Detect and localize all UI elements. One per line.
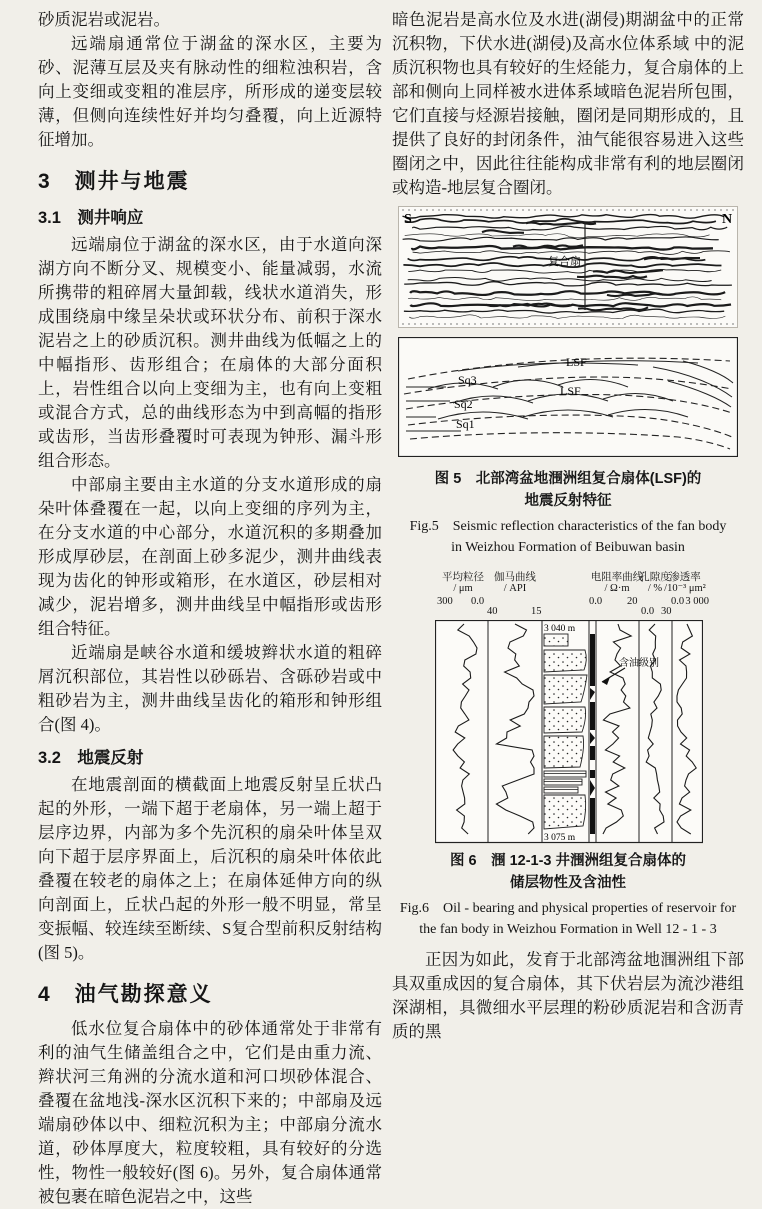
right-column [392, 0, 744, 1044]
fig5-caption-cn-line2: 地震反射特征 [524, 493, 612, 509]
header-grain-size-unit: / μm [453, 583, 473, 594]
scale-grain-right: 0.0 [471, 596, 485, 607]
paragraph-seismic-reflection: 在地震剖面的横截面上地震反射呈丘状凸起的外形，一端下超于老扇体，另一端上超于层序边界，内部为多个先沉积的扇朵叶体呈双向下超于层序界面上，后沉积的扇朵叶体依此叠覆在较老的扇体之上；在扇体延伸方向的纵向剖面上，丘状凸起的外形一般不明显，常呈变振幅、较连续至断续、S复合型前积反射结构(图 5)。 [38, 775, 382, 962]
label-lsf-lower: LSF [560, 384, 581, 398]
figure5-interpretation-panel [398, 337, 738, 457]
scale-res-right: 20 [627, 596, 638, 607]
fig5-caption-en-line1: Fig.5 Seismic reflection characteristics of the fan body [409, 519, 727, 534]
paragraph-dark-mudstone: 暗色泥岩是高水位及水进(湖侵)期湖盆中的正常沉积物，下伏水进(湖侵)及高水位体系域 中的泥质沉积物也具有较好的生烃能力，复合扇体的上部和侧向上同样被水进体系域暗色泥岩所包围，它们直接与烃源岩接触，圈闭是同期形成的，且提供了良好的封闭条件，油气能很容易进入这些圈闭之中，因此往往能构成非常有利的地层圈闭或构造-地层复合圈闭。 [392, 10, 744, 197]
label-south: S [404, 212, 412, 227]
scale-grain-left: 300 [437, 596, 453, 607]
paragraph-mid-fan: 中部扇主要由主水道的分支水道形成的扇朵叶体叠覆在一起，以向上变细的序列为主，在分支水道的中心部分，水道沉积的多期叠加形成厚砂层，在剖面上砂多泥少，测井曲线表现为齿化的钟形或箱形，在水道区，砂层相对减少，泥岩增多，测井曲线呈中幅指形或齿形组合特征。 [38, 475, 382, 638]
section-heading-4: 4 油气勘探意义 [38, 983, 213, 1006]
depth-bottom-label: 3 075 m [544, 833, 576, 843]
header-porosity-unit: / % [647, 583, 663, 594]
header-permeability [659, 572, 711, 594]
fig6-caption-cn-line1: 图 6 涠 12-1-3 井涠洲组复合扇体的 [449, 853, 687, 869]
label-lsf-upper: LSF [566, 355, 587, 369]
scale-perm-left: 0.0 [671, 596, 685, 607]
scale-gamma-left: 40 [487, 606, 498, 617]
paragraph-conclusion: 正因为如此，发育于北部湾盆地涠洲组下部具双重成因的复合扇体，其下伏岩层为流沙港组深湖相，具微细水平层理的粉砂质泥岩和含沥青质的黑 [392, 950, 744, 1041]
depth-top-label: 3 040 m [544, 624, 576, 634]
subsection-heading-3-2: 3.2 地震反射 [38, 749, 144, 767]
subsection-heading-3-1: 3.1 测井响应 [38, 209, 144, 227]
scale-por-right: 30 [661, 606, 672, 617]
paragraph-significance: 低水位复合扇体中的砂体通常处于非常有利的油气生储盖组合之中，它们是由重力流、辫状河三角洲的分流水道和河口坝砂体混合、叠覆在盆地浅-深水区沉积下来的；中部扇及远端扇砂体以中、细粒沉积为主；中部扇分流水道，砂体厚度大，粒度较粗，具有较好的分选性，物性一般较好(图 6)。另外，复合扇体通常被包裹在暗色泥岩之中，这些 [38, 1019, 382, 1206]
figure6-well-log-chart [435, 572, 709, 844]
label-sq2: Sq2 [454, 397, 473, 411]
scale-res-left: 0.0 [589, 596, 603, 607]
fig6-caption-en-line1: Fig.6 Oil - bearing and physical properties of reservoir for [399, 901, 737, 916]
oil-grade-label: 含油级别 [619, 658, 659, 669]
fig6-caption-en-line2: the fan body in Weizhou Formation in Well 12 - 1 - 3 [419, 922, 717, 937]
header-gamma [483, 572, 547, 594]
lithology-column [544, 634, 587, 829]
paragraph-proximal-fan: 近端扇是峡谷水道和缓坡辫状水道的粗碎屑沉积部位，其岩性以砂砾岩、含砾砂岩或中粗砂岩为主，测井曲线呈齿化的箱形和钟形组合(图 4)。 [38, 643, 382, 734]
header-porosity-name: 孔隙度 [639, 572, 671, 583]
fig5-caption-en-line2: in Weizhou Formation of Beibuwan basin [451, 540, 685, 555]
header-resistivity-unit: / Ω·m [604, 583, 630, 594]
paragraph-continuation: 砂质泥岩或泥岩。 [38, 10, 170, 29]
label-sq3: Sq3 [458, 373, 477, 387]
header-gamma-unit: / API [503, 583, 527, 594]
header-grain-size-name: 平均粒径 [442, 572, 484, 583]
scale-perm-right: 3 000 [685, 596, 709, 607]
scale-gamma-right: 15 [531, 606, 542, 617]
header-resistivity-name: 电阻率曲线 [590, 572, 644, 583]
paragraph-distal-fan: 远端扇通常位于湖盆的深水区，主要为砂、泥薄互层及夹有脉动性的细粒浊积岩，含向上变细或变粗的准层序，所形成的递变层较薄，但侧向连续性好并均匀叠覆，向上近源特征增加。 [38, 34, 382, 149]
header-permeability-unit: /10⁻³ μm² [664, 583, 706, 594]
well-log-tracks [435, 620, 703, 844]
header-permeability-name: 渗透率 [669, 572, 701, 583]
section-heading-3: 3 测井与地震 [38, 170, 190, 193]
label-composite-fan: 复合扇 [548, 256, 581, 268]
figure5-seismic-panel [398, 206, 738, 328]
paragraph-log-response: 远端扇位于湖盆的深水区，由于水道向深湖方向不断分叉、规模变小、能量减弱，水流所携带的粗碎屑大量卸载，线状水道消失，形成围绕扇中缘呈朵状或环状分布、前积于深水泥岩之上的砂质沉积。测井曲线为低幅之上的中幅指形、齿形组合；在扇体的大部分面积上，岩性组合以向上变细为主，也有向上变粗或混合方式，总的曲线形态为中到高幅的指形或齿形，当齿形叠覆时可表现为钟形、漏斗形组合形态。 [38, 235, 382, 470]
header-gamma-name: 伽马曲线 [494, 572, 536, 583]
label-sq1: Sq1 [456, 417, 475, 431]
scale-por-left: 0.0 [641, 606, 655, 617]
label-north: N [722, 212, 733, 227]
fig5-caption-cn-line1: 图 5 北部湾盆地涠洲组复合扇体(LSF)的 [434, 471, 702, 487]
left-column [38, 0, 382, 1209]
fig6-caption-cn-line2: 储层物性及含油性 [510, 875, 626, 891]
